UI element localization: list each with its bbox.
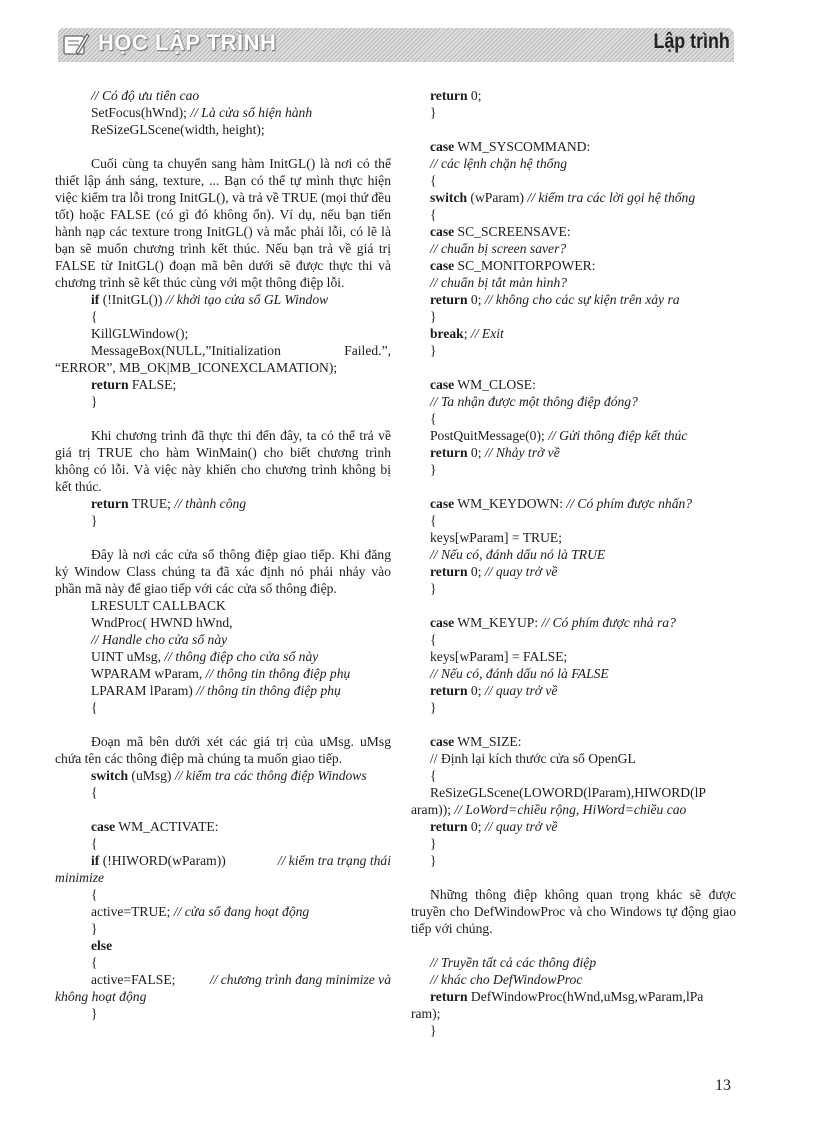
code-text: WM_CLOSE:: [454, 377, 536, 392]
book-pen-icon: [62, 31, 90, 57]
code-line: [411, 614, 736, 631]
code-comment: // các lệnh chặn hệ thống: [430, 156, 568, 171]
code-line: [411, 325, 736, 342]
code-brace: }: [430, 853, 437, 868]
code-text: 0;: [467, 445, 485, 460]
code-comment: // cửa sổ đang hoạt động: [173, 904, 310, 919]
code-line: keys[wParam] = FALSE;: [430, 649, 568, 664]
code-line: [411, 563, 736, 580]
keyword: case: [430, 377, 455, 392]
code-line: [411, 87, 736, 104]
keyword: case: [430, 224, 455, 239]
keyword: case: [91, 819, 116, 834]
code-text: (uMsg): [128, 768, 175, 783]
code-brace: }: [91, 921, 98, 936]
keyword: return: [91, 377, 129, 392]
code-comment: // khởi tạo cửa sổ GL Window: [165, 292, 329, 307]
keyword: switch: [91, 768, 129, 783]
code-text: WM_ACTIVATE:: [115, 819, 219, 834]
code-line: [411, 189, 736, 206]
code-comment: minimize: [55, 870, 105, 885]
code-text: active=FALSE;: [91, 972, 176, 987]
code-comment: // thông tin thông điệp phụ: [196, 683, 341, 698]
code-brace: {: [91, 887, 98, 902]
code-comment: // kiểm tra các lời gọi hệ thống: [527, 190, 696, 205]
code-text: 0;: [467, 88, 482, 103]
code-brace: {: [430, 768, 437, 783]
keyword: return: [430, 683, 468, 698]
code-comment: // chương trình đang minimize và: [209, 972, 391, 987]
code-brace: }: [91, 394, 98, 409]
code-text: SetFocus(hWnd);: [91, 105, 191, 120]
code-text: WM_KEYUP:: [454, 615, 542, 630]
section-title: HỌC LẬP TRÌNH: [98, 30, 277, 55]
code-text: (!HIWORD(wParam)): [99, 853, 226, 868]
paragraph: Đây là nơi các cửa sổ thông điệp giao tiếp. Khi đăng ký Window Class chúng ta đã xác định nó phải nhảy vào phần mã này để giao tiếp với các cửa sổ thông điệp.: [55, 547, 391, 596]
code-comment: // chuẩn bị screen saver?: [430, 241, 567, 256]
paragraph: Đoạn mã bên dưới xét các giá trị của uMsg. uMsg chứa tên các thông điệp mà chúng ta muốn giao tiếp.: [55, 734, 391, 766]
code-comment: // LoWord=chiều rộng, HiWord=chiều cao: [454, 802, 687, 817]
code-text: 0;: [467, 819, 485, 834]
code-text: (wParam): [467, 190, 528, 205]
code-brace: {: [91, 955, 98, 970]
code-line: [55, 495, 391, 512]
keyword: case: [430, 615, 455, 630]
code-line: [411, 291, 736, 308]
paragraph: Cuối cùng ta chuyển sang hàm InitGL() là nơi có thể thiết lập ánh sáng, texture, ... Bạn có thể tự mình thực hiện việc kiểm tra lỗi trong InitGL(), và trả về TRUE (mọi thứ đều tốt) hoặc FALSE (có gì đó không ổn). Ví dụ, nếu bạn tiến hành nạp các texture trong InitGL() và mắc phải lỗi, có lẽ là bạn sẽ muốn chương trình kết thúc. Nếu bạn trả về giá trị FALSE từ InitGL() đoạn mã bên dưới sẽ được thực thi và chương trình sẽ kết thúc cùng với một thông điệp lỗi.: [55, 156, 391, 290]
code-brace: {: [430, 411, 437, 426]
code-text: Failed.”,: [344, 343, 391, 358]
code-comment: // Có phím được nhấn?: [566, 496, 693, 511]
code-line: [411, 138, 736, 155]
keyword: case: [430, 139, 455, 154]
code-line: [411, 444, 736, 461]
code-line: [55, 903, 391, 920]
code-brace: }: [430, 1023, 437, 1038]
keyword: return: [430, 88, 468, 103]
keyword: return: [91, 496, 129, 511]
keyword: if: [91, 292, 100, 307]
code-line: [411, 427, 736, 444]
code-text: (!InitGL()): [99, 292, 166, 307]
code-line: [55, 818, 391, 835]
code-comment: // quay trở về: [484, 564, 558, 579]
code-brace: {: [430, 632, 437, 647]
code-comment: // khác cho DefWindowProc: [430, 972, 583, 987]
paragraph: Những thông điệp không quan trọng khác sẽ được truyền cho DefWindowProc và cho Windows tự động giao tiếp với chúng.: [411, 887, 736, 936]
code-line: [55, 376, 391, 393]
code-comment: // thông điệp cho cửa sổ này: [164, 649, 319, 664]
code-comment: // kiểm tra các thông điệp Windows: [174, 768, 367, 783]
code-comment: // chuẩn bị tắt màn hình?: [430, 275, 568, 290]
keyword: case: [430, 258, 455, 273]
code-brace: {: [91, 836, 98, 851]
keyword: return: [430, 989, 468, 1004]
code-line: [55, 291, 391, 308]
code-comment: // quay trở về: [484, 819, 558, 834]
keyword: return: [430, 564, 468, 579]
code-text: WM_SIZE:: [454, 734, 522, 749]
code-text: ;: [463, 326, 471, 341]
code-brace: }: [430, 462, 437, 477]
code-line: LRESULT CALLBACK: [91, 598, 226, 613]
code-text: WPARAM wParam,: [91, 666, 206, 681]
code-line: [411, 801, 736, 818]
code-text: 0;: [467, 292, 485, 307]
code-comment: // không cho các sự kiện trên xảy ra: [484, 292, 680, 307]
code-line: [55, 665, 391, 682]
keyword: return: [430, 445, 468, 460]
code-text: TRUE;: [128, 496, 175, 511]
code-brace: }: [430, 309, 437, 324]
code-line: [55, 342, 391, 359]
code-line: keys[wParam] = TRUE;: [430, 530, 563, 545]
code-comment: // Gửi thông điệp kết thúc: [548, 428, 688, 443]
code-brace: }: [430, 581, 437, 596]
code-line: [55, 971, 391, 988]
code-comment: // Ta nhận được một thông điệp đóng?: [430, 394, 638, 409]
right-column: [411, 87, 736, 1039]
code-line: [411, 495, 736, 512]
code-line: [55, 852, 391, 869]
code-comment: // Có phím được nhả ra?: [541, 615, 676, 630]
code-brace: {: [91, 309, 98, 324]
keyword: return: [430, 819, 468, 834]
code-comment: // Nếu có, đánh dấu nó là TRUE: [430, 547, 606, 562]
keyword: return: [430, 292, 468, 307]
page-header: [58, 26, 734, 66]
keyword: switch: [430, 190, 468, 205]
code-text: 0;: [467, 564, 485, 579]
code-comment: không hoạt động: [55, 989, 147, 1004]
code-comment: // quay trở về: [484, 683, 558, 698]
code-text: UINT uMsg,: [91, 649, 165, 664]
code-brace: }: [91, 1006, 98, 1021]
code-line: [55, 682, 391, 699]
code-brace: }: [430, 700, 437, 715]
code-line: [411, 988, 736, 1005]
code-comment: // Truyền tất cả các thông điệp: [430, 955, 597, 970]
code-line: [55, 648, 391, 665]
code-text: SC_SCREENSAVE:: [454, 224, 571, 239]
keyword: case: [430, 496, 455, 511]
code-comment: // Là cửa sổ hiện hành: [190, 105, 313, 120]
code-brace: {: [91, 700, 98, 715]
code-text: PostQuitMessage(0);: [430, 428, 549, 443]
code-text: 0;: [467, 683, 485, 698]
code-text: WM_KEYDOWN:: [454, 496, 567, 511]
code-line: [411, 818, 736, 835]
paragraph: Khi chương trình đã thực thi đến đây, ta có thể trả về giá trị TRUE cho hàm WinMain() cho biết chương trình không có lỗi. Và việc này khiến cho chương trình không bị kết thúc.: [55, 428, 391, 494]
code-brace: {: [430, 173, 437, 188]
code-line: KillGLWindow();: [91, 326, 189, 341]
page-number: 13: [715, 1077, 731, 1094]
code-text: WM_SYSCOMMAND:: [454, 139, 591, 154]
keyword: if: [91, 853, 100, 868]
code-text: aram));: [411, 802, 455, 817]
code-line: [411, 733, 736, 750]
code-line: [55, 104, 391, 121]
code-text: DefWindowProc(hWnd,uMsg,wParam,lPa: [467, 989, 704, 1004]
code-brace: {: [430, 207, 437, 222]
code-comment: // kiểm tra trạng thái: [277, 853, 391, 868]
code-line: WndProc( HWND hWnd,: [91, 615, 233, 630]
code-text: MessageBox(NULL,”Initialization: [91, 343, 281, 358]
code-line: [411, 257, 736, 274]
code-text: LPARAM lParam): [91, 683, 197, 698]
code-brace: {: [430, 513, 437, 528]
code-brace: }: [430, 343, 437, 358]
code-comment: // Exit: [470, 326, 504, 341]
code-comment: // Có độ ưu tiên cao: [91, 88, 200, 103]
code-text: SC_MONITORPOWER:: [454, 258, 596, 273]
code-line: [411, 376, 736, 393]
code-line: [55, 767, 391, 784]
code-line: ReSizeGLScene(width, height);: [91, 122, 265, 137]
keyword: else: [91, 938, 113, 953]
code-comment: // thông tin thông điệp phụ: [205, 666, 351, 681]
code-line: ram);: [411, 1006, 441, 1021]
code-line: [411, 682, 736, 699]
code-line: “ERROR”, MB_OK|MB_ICONEXCLAMATION);: [55, 360, 338, 375]
code-comment: // thành công: [174, 496, 247, 511]
code-brace: }: [430, 836, 437, 851]
category-title: Lập trình: [653, 30, 730, 53]
code-comment: // Handle cho cửa sổ này: [91, 632, 228, 647]
code-comment: // Định lại kích thước cửa sổ OpenGL: [430, 751, 636, 766]
code-comment: // Nếu có, đánh dấu nó là FALSE: [430, 666, 609, 681]
code-brace: }: [91, 513, 98, 528]
code-comment: // Nhảy trở về: [484, 445, 560, 460]
code-text: active=TRUE;: [91, 904, 174, 919]
code-brace: }: [430, 105, 437, 120]
code-brace: {: [91, 785, 98, 800]
code-text: FALSE;: [128, 377, 177, 392]
left-column: [55, 87, 391, 1022]
keyword: break: [430, 326, 464, 341]
keyword: case: [430, 734, 455, 749]
code-line: ReSizeGLScene(LOWORD(lParam),HIWORD(lP: [430, 785, 706, 800]
code-line: [411, 223, 736, 240]
